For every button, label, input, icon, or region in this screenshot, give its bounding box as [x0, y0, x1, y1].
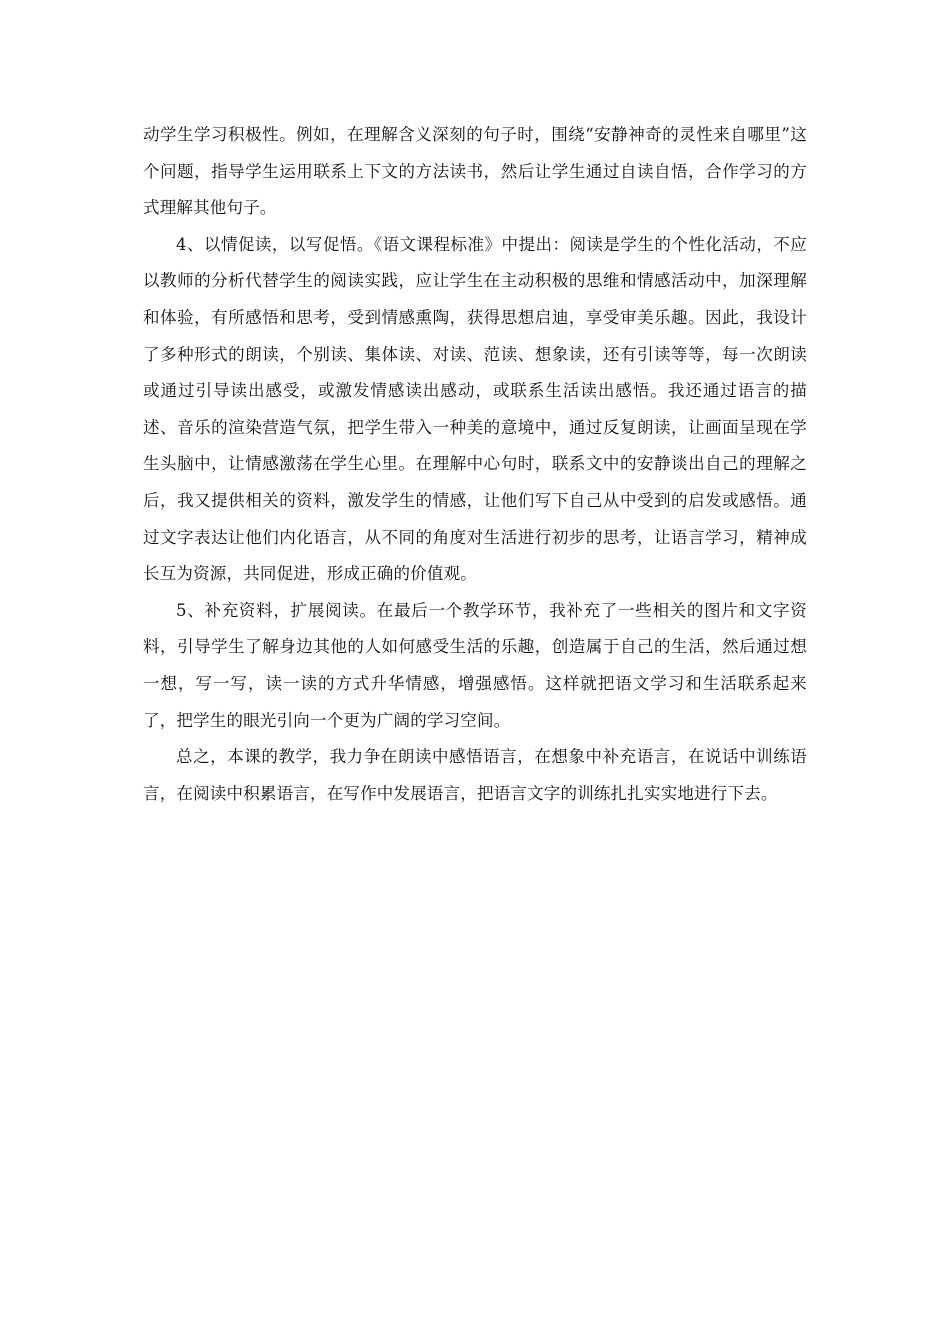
paragraph-section-4: 4、以情促读，以写促悟。《语文课程标准》中提出：阅读是学生的个性化活动，不应以教师的分析代替学生的阅读实践，应让学生在主动积极的思维和情感活动中，加深理解和体验，有所感悟和思考，受到情感熏陶，获得思想启迪，享受审美乐趣。因此，我设计了多种形式的朗读，个别读、集体读、对读、范读、想象读，还有引读等等，每一次朗读或通过引导读出感受，或激发情感读出感动，或联系生活读出感悟。我还通过语言的描述、音乐的渲染营造气氛，把学生带入一种美的意境中，通过反复朗读，让画面呈现在学生头脑中，让情感激荡在学生心里。在理解中心句时，联系文中的安静谈出自己的理解之后，我又提供相关的资料，激发学生的情感，让他们写下自己从中受到的启发或感悟。通过文字表达让他们内化语言，从不同的角度对生活进行初步的思考，让语言学习，精神成长互为资源，共同促进，形成正确的价值观。: [143, 234, 807, 584]
paragraph-continuation: 动学生学习积极性。例如，在理解含义深刻的句子时，围绕“安静神奇的灵性来自哪里”这个问题，指导学生运用联系上下文的方法读书，然后让学生通过自读自悟，合作学习的方式理解其他句子。: [143, 125, 807, 218]
paragraph-conclusion: 总之，本课的教学，我力争在朗读中感悟语言，在想象中补充语言，在说话中训练语言，在阅读中积累语言，在写作中发展语言，把语言文字的训练扎扎实实地进行下去。: [143, 747, 807, 803]
document-body: [143, 117, 807, 812]
paragraph-section-5: 5、补充资料，扩展阅读。在最后一个教学环节，我补充了一些相关的图片和文字资料，引导学生了解身边其他的人如何感受生活的乐趣，创造属于自己的生活，然后通过想一想，写一写，读一读的方式升华情感，增强感悟。这样就把语文学习和生活联系起来了，把学生的眼光引向一个更为广阔的学习空间。: [143, 600, 807, 730]
